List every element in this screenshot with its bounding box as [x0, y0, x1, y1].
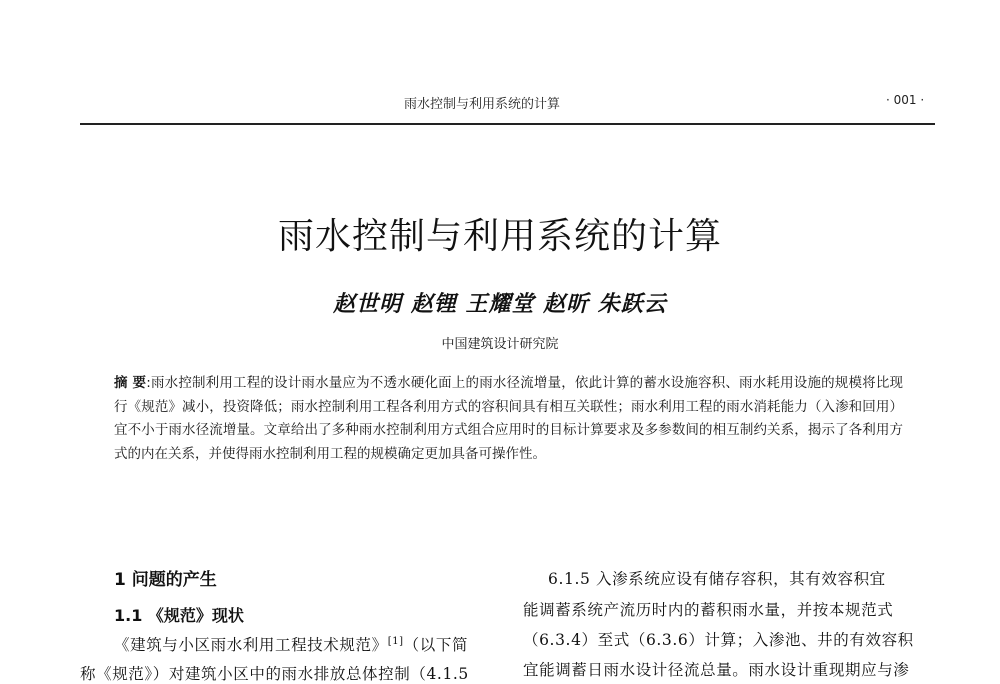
right-column-line-1: 6.1.5 入渗系统应设有储存容积，其有效容积宜	[548, 570, 886, 588]
section-heading: 1 问题的产生	[114, 570, 217, 590]
left-column-line-1-text-b: （以下简	[403, 636, 469, 654]
right-column-line-3: （6.3.4）至式（6.3.6）计算；入渗池、井的有效容积	[523, 631, 914, 649]
subsection-heading: 1.1 《规范》现状	[114, 606, 244, 625]
left-column-line-1-text-a: 《建筑与小区雨水利用工程技术规范》	[114, 636, 388, 654]
page-number: · 001 ·	[886, 93, 925, 107]
citation-ref: [1]	[387, 635, 404, 647]
right-column-line-2: 能调蓄系统产流历时内的蓄积雨水量，并按本规范式	[523, 601, 894, 619]
left-column-line-2: 称《规范》）对建筑小区中的雨水排放总体控制（4.1.5	[80, 665, 469, 683]
article-title: 雨水控制与利用系统的计算	[277, 216, 722, 257]
left-column-line-1	[114, 633, 468, 655]
author-list: 赵世明 赵锂 王耀堂 赵昕 朱跃云	[333, 291, 667, 317]
header-rule	[80, 123, 935, 125]
abstract	[114, 372, 903, 466]
author-affiliation: 中国建筑设计研究院	[441, 337, 559, 352]
abstract-text: :雨水控制利用工程的设计雨水量应为不透水硬化面上的雨水径流增量，依此计算的蓄水设施容积、雨水耗用设施的规模将比现行《规范》减小，投资降低；雨水控制利用工程各利用方式的容积间具有相互关联性；雨水利用工程的雨水消耗能力（入渗和回用）宜不小于雨水径流增量。文章给出了多种雨水控制利用方式组合应用时的目标计算要求及多参数间的相互制约关系，揭示了各利用方式的内在关系，并使得雨水控制利用工程的规模确定更加具备可操作性。	[114, 375, 904, 462]
right-column-line-4: 宜能调蓄日雨水设计径流总量。雨水设计重现期应与渗	[523, 661, 910, 679]
running-title: 雨水控制与利用系统的计算	[404, 97, 561, 112]
abstract-label: 摘 要	[114, 375, 147, 391]
